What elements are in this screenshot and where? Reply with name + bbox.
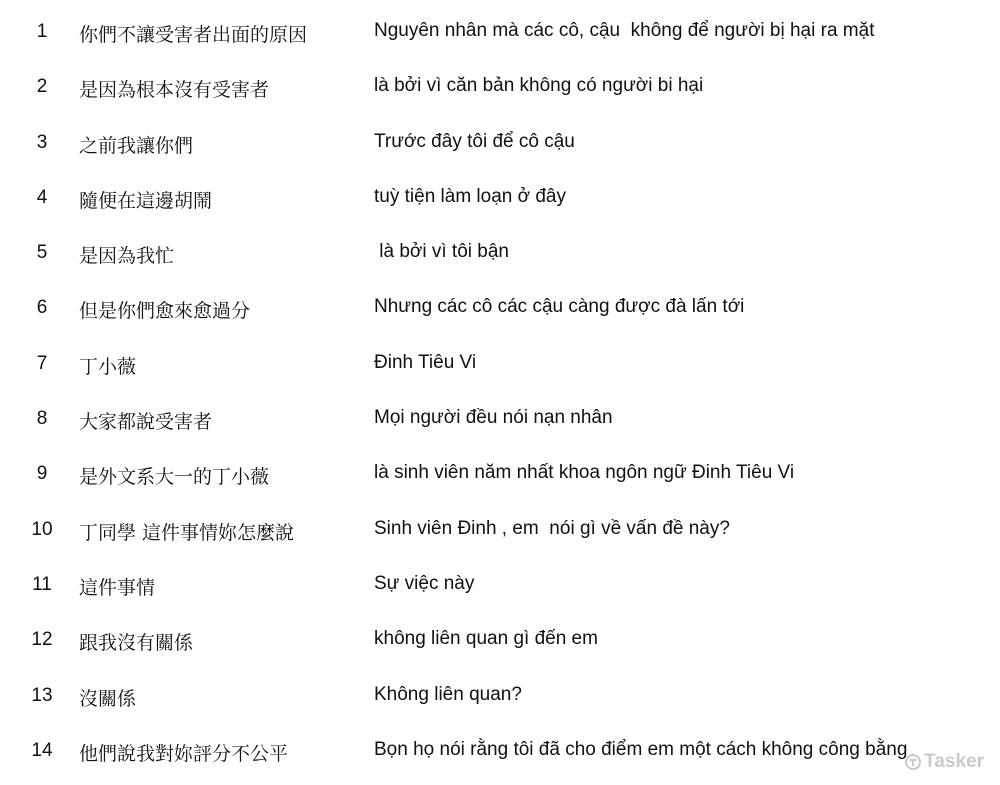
watermark-text: Tasker	[924, 751, 984, 772]
vietnamese-line: Sinh viên Đinh , em nói gì về vấn đề này?	[374, 517, 730, 539]
vietnamese-line: Bọn họ nói rằng tôi đã cho điểm em một cách không công bằng	[374, 738, 908, 760]
table-row	[0, 391, 1000, 446]
row-number: 11	[32, 573, 52, 595]
vietnamese-line: Nhưng các cô các cậu càng được đà lấn tới	[374, 296, 745, 318]
row-number: 10	[31, 518, 53, 540]
table-row	[0, 170, 1000, 225]
row-number: 2	[36, 76, 48, 98]
row-number: 1	[36, 21, 48, 42]
chinese-line: 大家都說受害者	[79, 411, 213, 434]
vietnamese-line: Trước đây tôi để cô cậu	[374, 130, 575, 152]
chinese-line: 他們說我對妳評分不公平	[79, 742, 289, 765]
chinese-line: 是因為我忙	[79, 245, 175, 268]
vietnamese-line: là bởi vì tôi bận	[374, 241, 509, 263]
vietnamese-line: Đinh Tiêu Vi	[374, 351, 477, 373]
table-row	[0, 115, 1000, 170]
chinese-line: 隨便在這邊胡鬧	[79, 189, 213, 212]
chinese-line: 但是你們愈來愈過分	[79, 300, 251, 323]
row-number: 8	[36, 408, 48, 430]
chinese-line: 丁小薇	[79, 355, 137, 378]
chinese-line: 之前我讓你們	[79, 134, 194, 157]
table-row	[0, 612, 1000, 667]
table-row	[0, 280, 1000, 335]
table-row	[0, 59, 1000, 114]
row-number: 13	[31, 684, 53, 706]
chinese-line: 跟我沒有關係	[79, 632, 194, 655]
row-number: 5	[36, 242, 48, 264]
table-row	[0, 4, 1000, 59]
vietnamese-line: tuỳ tiện làm loạn ở đây	[374, 185, 567, 207]
chinese-line: 是外文系大一的丁小薇	[79, 466, 270, 489]
vietnamese-line: Nguyên nhân mà các cô, cậu không để người bị hại ra mặt	[374, 20, 875, 41]
table-row	[0, 502, 1000, 557]
tasker-logo-icon	[905, 754, 921, 770]
subtitle-table	[0, 4, 1000, 778]
row-number: 4	[36, 186, 48, 208]
chinese-line: 是因為根本沒有受害者	[79, 79, 270, 102]
row-number: 7	[36, 352, 48, 374]
vietnamese-line: là bởi vì căn bản không có người bi hại	[374, 75, 704, 97]
vietnamese-line: Mọi người đều nói nạn nhân	[374, 407, 613, 429]
row-number: 12	[31, 629, 53, 651]
table-row	[0, 225, 1000, 280]
row-number: 14	[31, 739, 53, 761]
chinese-line: 沒關係	[79, 687, 137, 710]
chinese-line: 你們不讓受害者出面的原因	[79, 24, 308, 46]
table-row	[0, 668, 1000, 723]
table-row	[0, 557, 1000, 612]
table-row	[0, 446, 1000, 501]
vietnamese-line: là sinh viên năm nhất khoa ngôn ngữ Đinh Tiêu Vi	[374, 462, 795, 484]
row-number: 9	[36, 463, 48, 485]
vietnamese-line: Không liên quan?	[374, 683, 522, 705]
chinese-line: 丁同學 這件事情妳怎麼說	[79, 521, 295, 544]
row-number: 3	[36, 131, 48, 153]
chinese-line: 這件事情	[79, 576, 156, 599]
table-row	[0, 336, 1000, 391]
vietnamese-line: Sự việc này	[374, 572, 475, 594]
vietnamese-line: không liên quan gì đến em	[374, 628, 598, 650]
watermark	[905, 751, 984, 773]
table-row	[0, 723, 1000, 778]
row-number: 6	[36, 297, 48, 319]
